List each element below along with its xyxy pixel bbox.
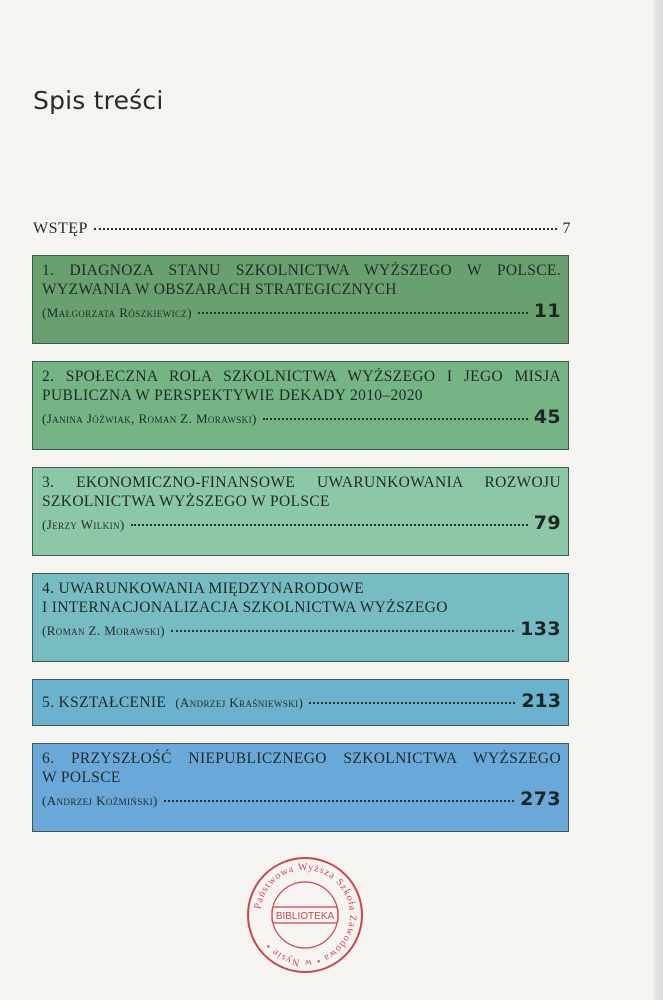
chapter-page-number: 11 bbox=[533, 300, 561, 322]
dot-leader bbox=[94, 227, 557, 230]
chapter-page-number: 273 bbox=[520, 788, 561, 810]
toc-chapter-2[interactable] bbox=[32, 361, 569, 450]
dot-leader bbox=[263, 417, 528, 420]
dot-leader bbox=[309, 701, 515, 704]
chapter-meta bbox=[42, 300, 561, 322]
dot-leader bbox=[164, 799, 514, 802]
chapter-title-line: WYZWANIA W OBSZARACH STRATEGICZNYCH bbox=[42, 281, 397, 298]
dot-leader bbox=[171, 629, 514, 632]
page-title: Spis treści bbox=[33, 86, 164, 115]
chapter-page-number: 133 bbox=[520, 618, 561, 640]
chapter-title-line: 6. PRZYSZŁOŚĆ NIEPUBLICZNEGO SZKOLNICTWA WYŻSZEGO bbox=[42, 750, 561, 767]
chapter-meta bbox=[42, 788, 561, 810]
chapter-title-line: W POLSCE bbox=[42, 769, 121, 786]
chapter-title-line: 5. KSZTAŁCENIE bbox=[42, 694, 167, 711]
chapter-meta bbox=[42, 512, 561, 534]
chapter-author: (Małgorzata Rószkiewicz) bbox=[42, 305, 193, 320]
chapter-author: (Jerzy Wilkin) bbox=[42, 517, 125, 532]
chapter-title-line: 4. UWARUNKOWANIA MIĘDZYNARODOWE bbox=[42, 580, 365, 597]
stamp-ring-text: Państwowa Wyższa Szkoła Zawodowa • w Nysie • bbox=[252, 861, 359, 969]
chapter-author: (Janina Jóźwiak, Roman Z. Morawski) bbox=[42, 411, 257, 426]
toc-chapter-6[interactable] bbox=[32, 743, 569, 832]
chapter-meta bbox=[42, 406, 561, 428]
chapter-meta bbox=[42, 618, 561, 640]
chapter-title-line: PUBLICZNA W PERSPEKTYWIE DEKADY 2010–2020 bbox=[42, 387, 423, 404]
dot-leader bbox=[198, 311, 528, 314]
chapter-author: (Roman Z. Morawski) bbox=[42, 623, 165, 638]
toc-chapter-5[interactable] bbox=[32, 679, 569, 726]
chapter-title-line: SZKOLNICTWA WYŻSZEGO W POLSCE bbox=[42, 493, 330, 510]
chapter-title-line: 3. EKONOMICZNO-FINANSOWE UWARUNKOWANIA ROZWOJU bbox=[42, 474, 561, 491]
page-edge bbox=[653, 0, 663, 1000]
stamp-center-text: BIBLIOTEKA bbox=[275, 911, 335, 922]
toc-chapter-3[interactable] bbox=[32, 467, 569, 556]
chapter-page-number: 213 bbox=[521, 690, 561, 712]
chapter-title-line: I INTERNACJONALIZACJA SZKOLNICTWA WYŻSZEGO bbox=[42, 599, 448, 616]
toc-chapter-1[interactable] bbox=[32, 255, 569, 344]
library-stamp bbox=[245, 855, 365, 975]
chapter-page-number: 45 bbox=[533, 406, 561, 428]
intro-page-number: 7 bbox=[562, 220, 571, 237]
toc-chapter-4[interactable] bbox=[32, 573, 569, 662]
chapter-author: (Andrzej Kraśniewski) bbox=[175, 695, 304, 710]
toc-intro-entry[interactable] bbox=[33, 220, 571, 238]
chapter-inline-row bbox=[42, 690, 561, 712]
chapter-title-line: 1. DIAGNOZA STANU SZKOLNICTWA WYŻSZEGO W POLSCE. bbox=[42, 262, 561, 279]
intro-label: WSTĘP bbox=[33, 220, 88, 237]
chapter-page-number: 79 bbox=[533, 512, 561, 534]
chapter-author: (Andrzej Koźmiński) bbox=[42, 793, 158, 808]
dot-leader bbox=[131, 523, 528, 526]
chapter-title-line: 2. SPOŁECZNA ROLA SZKOLNICTWA WYŻSZEGO I JEGO MISJA bbox=[42, 368, 561, 385]
